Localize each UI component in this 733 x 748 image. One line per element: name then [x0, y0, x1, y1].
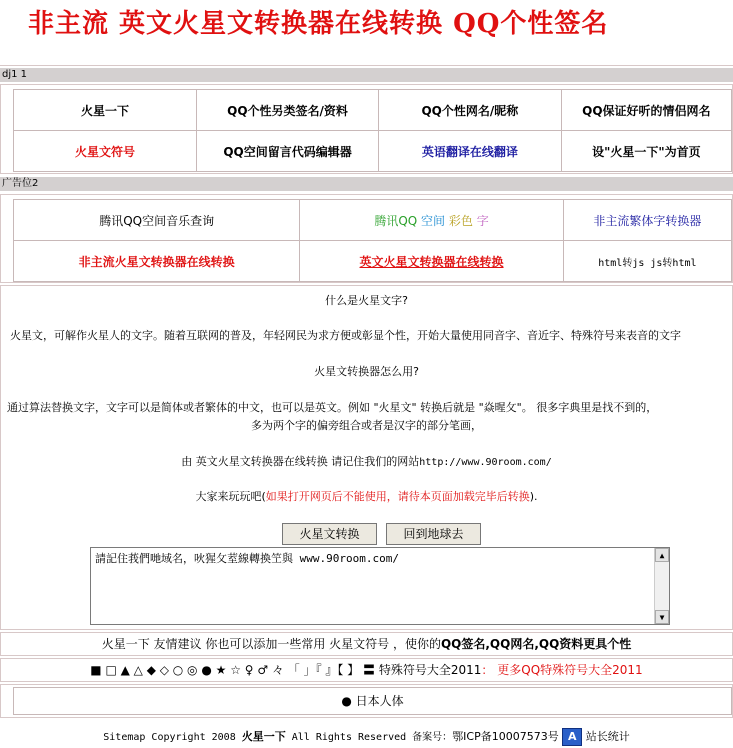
nav-link-color-text[interactable] — [300, 200, 563, 241]
footer-rights: All Rights Reserved 备案号： — [285, 732, 453, 743]
symbols-row — [0, 658, 733, 682]
bullet-icon: ● — [341, 694, 352, 708]
list-box — [0, 684, 733, 718]
more-symbols-link[interactable]: 更多QQ特殊符号大全2011 — [497, 663, 643, 677]
ad-strip-1 — [0, 68, 733, 82]
question-what: 什么是火星文字? — [325, 294, 408, 307]
nav-link-qzone-music[interactable]: 腾讯QQ空间音乐查询 — [14, 200, 300, 241]
back-to-earth-button[interactable]: 回到地球去 — [386, 523, 481, 545]
answer-how-line2: 多为两个字的偏旁组合或者是汉字的部分笔画， — [251, 419, 482, 432]
main-nav — [0, 84, 733, 174]
footer-icp-link[interactable]: 鄂ICP备10007573号 — [452, 730, 559, 743]
secondary-nav-grid — [13, 199, 732, 282]
color-text-part-4: 字 — [476, 213, 489, 228]
color-text-part-2: 空间 — [421, 213, 446, 228]
footer-copyright: Sitemap Copyright 2008 — [103, 732, 242, 743]
ad-strip-2 — [0, 177, 733, 191]
ad-strip-2-label: 广告位2 — [2, 178, 39, 189]
nav-link-traditional-converter[interactable]: 非主流繁体字转换器 — [563, 200, 731, 241]
scroll-down-icon[interactable]: ▼ — [655, 610, 669, 624]
friendly-bold: QQ签名,QQ网名,QQ资料更具个性 — [440, 637, 632, 651]
ad-strip-1-label: dj1 1 — [2, 69, 28, 80]
question-how: 火星文转换器怎么用? — [314, 365, 419, 378]
play-hint — [1, 488, 732, 504]
text-input-value: 請記住莪們哋域名，吙猩攵荎線轉換笁與 www.90room.com/ — [95, 552, 399, 565]
footer-site-link[interactable]: 火星一下 — [241, 730, 286, 743]
credit-line — [1, 453, 732, 469]
convert-button[interactable]: 火星文转换 — [282, 523, 377, 545]
play-prefix: 大家来玩玩吧( — [195, 490, 266, 503]
footer — [0, 728, 733, 746]
nav-link-huoxing-converter[interactable]: 非主流火星文转换器在线转换 — [14, 241, 300, 282]
text-input-area[interactable] — [90, 547, 670, 625]
credit-prefix: 由 — [181, 455, 196, 468]
credit-site-link[interactable]: 英文火星文转换器在线转换 — [195, 455, 328, 468]
scroll-up-icon[interactable]: ▲ — [655, 548, 669, 562]
answer-what: 火星文，可解作火星人的文字。随着互联网的普及，年轻网民为求方便或彰显个性，开始大量使用同音字、音近字、特殊符号来表音的文字 — [10, 329, 681, 342]
friendly-tip — [0, 632, 733, 656]
nav-link-qq-nickname[interactable]: QQ个性网名/昵称 — [379, 90, 562, 131]
credit-url: http://www.90room.com/ — [419, 457, 552, 468]
answer-how-line1: 通过算法替换文字，文字可以是简体或者繁体的中文，也可以是英文。例如 "火星文" 转换后就是 "焱暒攵"。 很多字典里是找不到的， — [7, 401, 658, 414]
nav-link-qq-signature[interactable]: QQ个性另类签名/资料 — [196, 90, 378, 131]
list-item-label: 日本人体 — [355, 694, 404, 708]
list-item[interactable] — [13, 687, 732, 715]
nav-link-translate[interactable]: 英语翻译在线翻译 — [379, 131, 562, 172]
nav-link-english-huoxing[interactable]: 英文火星文转换器在线转换 — [300, 241, 563, 282]
friendly-prefix: 火星一下 友情建议 你也可以添加一些常用 火星文符号 ，使你的 — [101, 637, 441, 651]
nav-link-html-js[interactable]: html转js js转html — [563, 241, 731, 282]
nav-link-huoxing-yixia[interactable]: 火星一下 — [14, 90, 197, 131]
site-header — [0, 0, 733, 66]
stats-link[interactable]: 站长统计 — [585, 730, 630, 743]
credit-mid: 请记住我们的网站 — [327, 455, 420, 468]
nav-link-set-homepage[interactable]: 设"火星一下"为首页 — [561, 131, 731, 172]
nav-link-couple-names[interactable]: QQ保证好听的情侣网名 — [561, 90, 731, 131]
textarea-scrollbar[interactable] — [654, 548, 669, 624]
symbols-separator: ： — [481, 663, 494, 677]
symbols-label-link[interactable]: 特殊符号大全2011 — [378, 663, 482, 677]
nav-link-symbols[interactable]: 火星文符号 — [14, 131, 197, 172]
symbol-glyphs: ■ □ ▲ △ ◆ ◇ ○ ◎ ● ★ ☆ ♀ ♂ 々 「 」『 』【 】 〓 — [90, 663, 376, 677]
play-suffix: ). — [529, 490, 538, 503]
play-warning: 如果打开网页后不能使用，请待本页面加载完毕后转换 — [265, 490, 530, 503]
main-nav-grid — [13, 89, 732, 172]
site-title: 非主流 英文火星文转换器在线转换 QQ个性签名 — [28, 9, 609, 39]
secondary-nav — [0, 194, 733, 283]
stats-badge-icon[interactable]: A — [562, 728, 582, 746]
color-text-part-1: 腾讯QQ — [374, 213, 418, 228]
color-text-part-3: 彩色 — [448, 213, 473, 228]
nav-link-qzone-code[interactable]: QQ空间留言代码编辑器 — [196, 131, 378, 172]
